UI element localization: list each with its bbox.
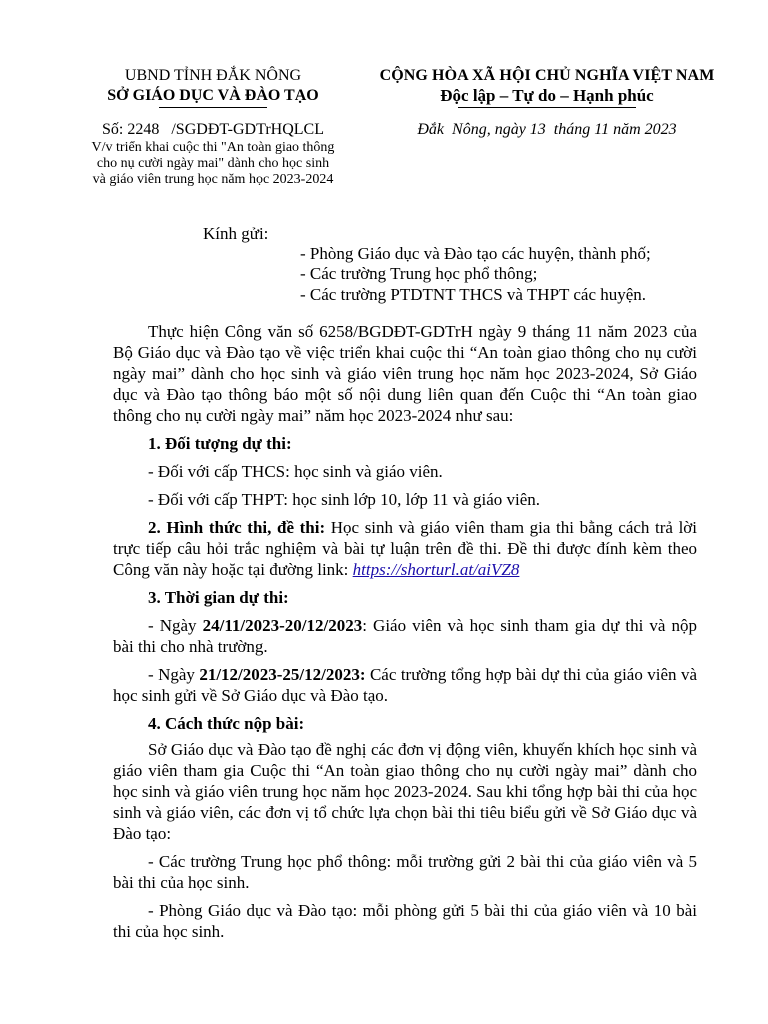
- time-item-date: 24/11/2023-20/12/2023: [202, 616, 363, 635]
- national-motto: Độc lập – Tự do – Hạnh phúc: [440, 86, 654, 105]
- section-heading-submission: 4. Cách thức nộp bài:: [148, 714, 305, 733]
- recipient-item: - Các trường PTDTNT THCS và THPT các huyện.: [300, 285, 647, 304]
- time-item: [113, 664, 697, 706]
- subject-line: V/v triển khai cuộc thi "An toàn giao thông: [91, 140, 335, 155]
- time-item-text: : Giáo viên và học sinh tham gia dự thi và nộp bài thi cho nhà trường.: [113, 616, 698, 656]
- recipient-item: - Các trường Trung học phổ thông;: [300, 264, 538, 283]
- participants-item: - Đối với cấp THPT: học sinh lớp 10, lớp 11 và giáo viên.: [148, 490, 541, 509]
- time-item-prefix: - Ngày: [148, 665, 200, 684]
- subject-line: cho nụ cười ngày mai" dành cho học sinh: [96, 156, 330, 171]
- document-body: [113, 321, 697, 942]
- format-text: Học sinh và giáo viên tham gia thi bằng cách trả lời trực tiếp câu hỏi trắc nghiệm và bài tự luận trên đề thi. Đề thi được đính kèm theo Công văn này hoặc tại đường link:: [113, 518, 698, 579]
- time-item-text: Các trường tổng hợp bài dự thi của giáo viên và học sinh gửi về Sở Giáo dục và Đào tạo.: [113, 665, 697, 705]
- greeting: Kính gửi:: [203, 224, 269, 243]
- time-item-prefix: - Ngày: [148, 616, 203, 635]
- time-item: [113, 615, 697, 657]
- submission-item: - Các trường Trung học phổ thông: mỗi trường gửi 2 bài thi của giáo viên và 5 bài thi của học sinh.: [113, 852, 697, 892]
- document-number: Số: 2248 /SGDĐT-GDTrHQLCL: [102, 121, 324, 138]
- section-heading-format: 2. Hình thức thi, đề thi:: [148, 518, 326, 537]
- section-heading-participants: 1. Đối tượng dự thi:: [148, 434, 292, 453]
- recipient-item: - Phòng Giáo dục và Đào tạo các huyện, thành phố;: [300, 244, 651, 263]
- intro-paragraph: Thực hiện Công văn số 6258/BGDĐT-GDTrH ngày 9 tháng 11 năm 2023 của Bộ Giáo dục và Đào tạo về việc triển khai cuộc thi “An toàn giao thông cho nụ cười ngày mai” dành cho học sinh và giáo viên trung học năm học 2023-2024, Sở Giáo dục và Đào tạo thông báo một số nội dung liên quan đến Cuộc thi “An toàn giao thông cho nụ cười ngày mai” năm học 2023-2024 như sau:: [113, 322, 697, 425]
- document-subject: [68, 140, 358, 188]
- exam-link[interactable]: https://shorturl.at/aiVZ8: [352, 560, 520, 579]
- subject-line: và giáo viên trung học năm học 2023-2024: [92, 172, 334, 187]
- issuing-agency: SỞ GIÁO DỤC VÀ ĐÀO TẠO: [107, 87, 319, 104]
- submission-item: - Phòng Giáo dục và Đào tạo: mỗi phòng gửi 5 bài thi của giáo viên và 10 bài thi của học sinh.: [113, 901, 697, 941]
- motto-underline: [458, 107, 636, 108]
- participants-item: - Đối với cấp THCS: học sinh và giáo viên.: [148, 462, 443, 481]
- format-paragraph: [113, 517, 697, 580]
- issuing-agency-block: [68, 66, 358, 188]
- time-item-date: 21/12/2023-25/12/2023:: [199, 665, 366, 684]
- parent-agency: UBND TỈNH ĐẮK NÔNG: [124, 67, 302, 84]
- national-title: CỘNG HÒA XÃ HỘI CHỦ NGHĨA VIỆT NAM: [379, 67, 715, 84]
- dateline: Đắk Nông, ngày 13 tháng 11 năm 2023: [417, 121, 677, 138]
- submission-paragraph: Sở Giáo dục và Đào tạo đề nghị các đơn vị động viên, khuyến khích học sinh và giáo viên tham gia Cuộc thi “An toàn giao thông cho nụ cười ngày mai” dành cho học sinh và giáo viên trung học năm học 2023-2024. Sau khi tổng hợp bài thi của học sinh và giáo viên, các đơn vị tổ chức lựa chọn bài thi tiêu biểu gửi về Sở Giáo dục và Đào tạo:: [113, 740, 697, 843]
- agency-underline: [159, 107, 267, 108]
- section-heading-time: 3. Thời gian dự thi:: [148, 588, 289, 607]
- national-header-block: [366, 66, 728, 140]
